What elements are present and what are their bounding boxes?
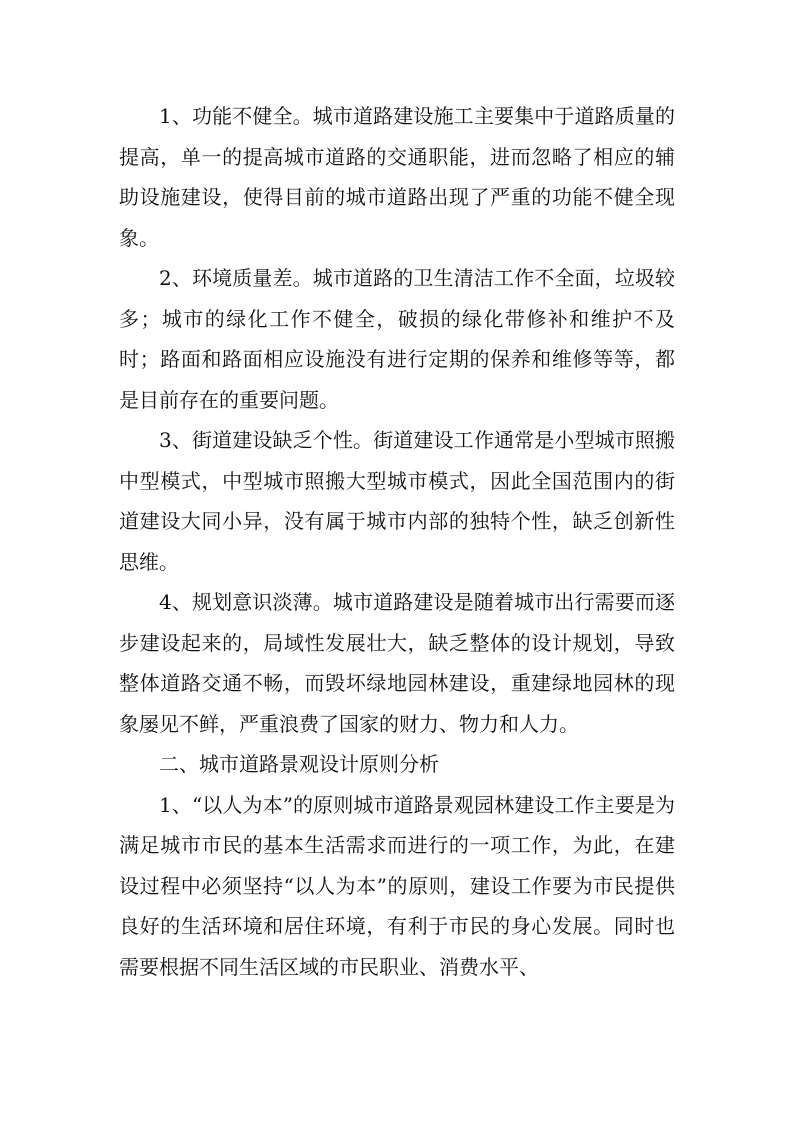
paragraph-people-oriented-principle: 1、“以人为本”的原则城市道路景观园林建设工作主要是为满足城市市民的基本生活需求而进行的一项工作，为此，在建设过程中必须坚持“以人为本”的原则，建设工作要为市民提供良好的生活环境和居住环境，有利于市民的身心发展。同时也需要根据不同生活区域的市民职业、消费水平、 xyxy=(119,792,675,979)
paragraph-function-incomplete: 1、功能不健全。城市道路建设施工主要集中于道路质量的提高，单一的提高城市道路的交通职能，进而忽略了相应的辅助设施建设，使得目前的城市道路出现了严重的功能不健全现象。 xyxy=(119,104,675,250)
paragraph-lack-of-individuality: 3、街道建设缺乏个性。街道建设工作通常是小型城市照搬中型模式，中型城市照搬大型城市模式，因此全国范围内的街道建设大同小异，没有属于城市内部的独特个性，缺乏创新性思维。 xyxy=(119,428,675,574)
section-heading-design-principles: 二、城市道路景观设计原则分析 xyxy=(159,752,439,776)
document-body xyxy=(119,96,675,987)
paragraph-weak-planning: 4、规划意识淡薄。城市道路建设是随着城市出行需要而逐步建设起来的，局域性发展壮大，缺乏整体的设计规划，导致整体道路交通不畅，而毁坏绿地园林建设，重建绿地园林的现象屡见不鲜，严重浪费了国家的财力、物力和人力。 xyxy=(119,590,675,736)
paragraph-poor-environment: 2、环境质量差。城市道路的卫生清洁工作不全面，垃圾较多；城市的绿化工作不健全，破损的绿化带修补和维护不及时；路面和路面相应设施没有进行定期的保养和维修等等，都是目前存在的重要问题。 xyxy=(119,266,675,412)
